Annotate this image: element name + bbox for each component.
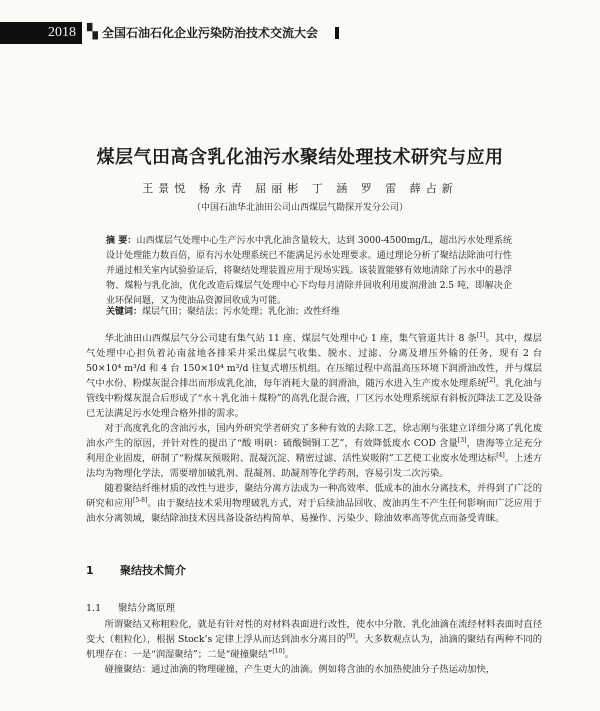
citation: [2]: [486, 376, 496, 384]
conference-name: 全国石油石化企业污染防治技术交流大会: [102, 26, 319, 40]
paragraph: 所谓聚结又称粗粒化，就是有针对性的对材料表面进行改性，使水中分散、乳化油滴在流经材料表面时直径变大（粗粒化），根据 Stock’s 定律上浮从而达到油水分离目的[9]。大多数观点认为，油滴的聚结有两种不同的机理存在：一是“润湿聚结”；二是“碰撞聚结”[10]。: [86, 619, 542, 660]
keywords-text: 煤层气田；聚结法；污水处理；乳化油；改性纤维: [142, 307, 341, 317]
citation: [5-8]: [132, 496, 148, 504]
abstract-text: 山西煤层气处理中心生产污水中乳化油含量较大，达到 3000-4500mg/L，超出污水处理系统设计处理能力数百倍，原有污水处理系统已不能满足污水处理要求。通过理论分析了聚结法除油可行性并通过相关室内试验验证后，将聚结处理装置应用于现场实践。该装置能够有效地清除了污水中的悬浮物、煤粉与乳化油，优化改造后煤层气处理中心下均每月清除并回收利用废润滑油 2.5 吨，即解决企业环保问题，又为使油品资源回收成为可能。: [106, 236, 512, 306]
author-list: 王景悦 杨永青 屈丽彬 丁 涵 罗 雷 薛占新: [142, 182, 458, 195]
header-end-bar: [335, 27, 339, 39]
paragraph: 华北油田山西煤层气分公司建有集气站 11 座、煤层气处理中心 1 座，集气管道共计 8 条[1]。其中，煤层气处理中心担负着沁南盆地各排采井采出煤层气收集、脱水、过滤、分离及增压外输的任务，现有 2 台 50×10⁴ m³/d 和 4 台 150×10⁴ m³/d 往复式增压机组。在压缩过程中高温高压环境下润滑油改性，并与煤层气中水份、粉煤灰混合排出而形成乳化油，每年消耗大量的润滑油，随污水进入生产废水处理系统[2]。乳化油与管线中粉煤灰混合后形成了“水＋乳化油＋煤粉”的高乳化混合液，厂区污水处理系统原有斜板沉降法工艺及设备已无法满足污水处理合格外排的需求。: [86, 331, 542, 419]
abstract: [106, 234, 512, 309]
subsection-title: 聚结分离原理: [118, 603, 176, 614]
paper-title: 煤层气田高含乳化油污水聚结处理技术研究与应用: [96, 147, 504, 168]
section-title: 聚结技术简介: [120, 564, 186, 577]
citation: [10]: [272, 647, 285, 655]
section-number: 1: [86, 564, 94, 577]
citation: [4]: [496, 451, 505, 459]
subsection-number: 1.1: [86, 603, 102, 614]
keywords-label: 关键词：: [106, 307, 143, 317]
paragraph: 随着聚结纤维材质的改性与进步，聚结分离方法成为一种高效率、低成本的油水分离技术，并得到了广泛的研究和应用[5-8]。由于聚结技术采用物理破乳方式，对于后续油品回收、废油再生不产生任何影响而广泛应用于油水分离领域，聚结除油技术因具备设备结构简单、易操作、污染少、除油效率高等优点而备受青睐。: [86, 483, 542, 524]
conference-logo-icon: ▚: [87, 24, 98, 40]
running-header: [0, 22, 600, 44]
introduction-body: [86, 331, 542, 526]
section-body: [86, 617, 542, 677]
affiliation: （中国石油华北油田公司山西煤层气勘探开发分公司）: [191, 203, 408, 213]
subsection-heading: [86, 600, 175, 614]
section-heading: [86, 562, 186, 578]
paragraph: 对于高度乳化的含油污水，国内外研究学者研究了多种有效的去除工艺，徐志刚与张建立详细分离了乳化废油水产生的原因，并针对性的提出了“酸 明矾：硫酸铜铜工艺”，有效降低废水 COD 含量[3]，唐海等立足充分利用企业固废，研制了“粉煤灰预吸附、混凝沉淀、精密过滤、活性炭吸附”工艺使工业废水处理达标[4]。上述方法均为物理化学法，需要增加破乳剂、混凝剂、助凝剂等化学药剂，容易引发二次污染。: [86, 423, 542, 479]
citation: [9]: [346, 632, 355, 640]
keywords: [106, 305, 512, 320]
paragraph: 碰撞聚结：通过油滴的物理碰撞，产生更大的油滴。例如将含油的水加热使油分子热运动加快，: [104, 664, 496, 675]
year-badge: 2018: [0, 22, 82, 44]
citation: [1]: [476, 331, 486, 339]
abstract-label: 摘 要：: [106, 236, 137, 246]
citation: [3]: [457, 436, 467, 444]
